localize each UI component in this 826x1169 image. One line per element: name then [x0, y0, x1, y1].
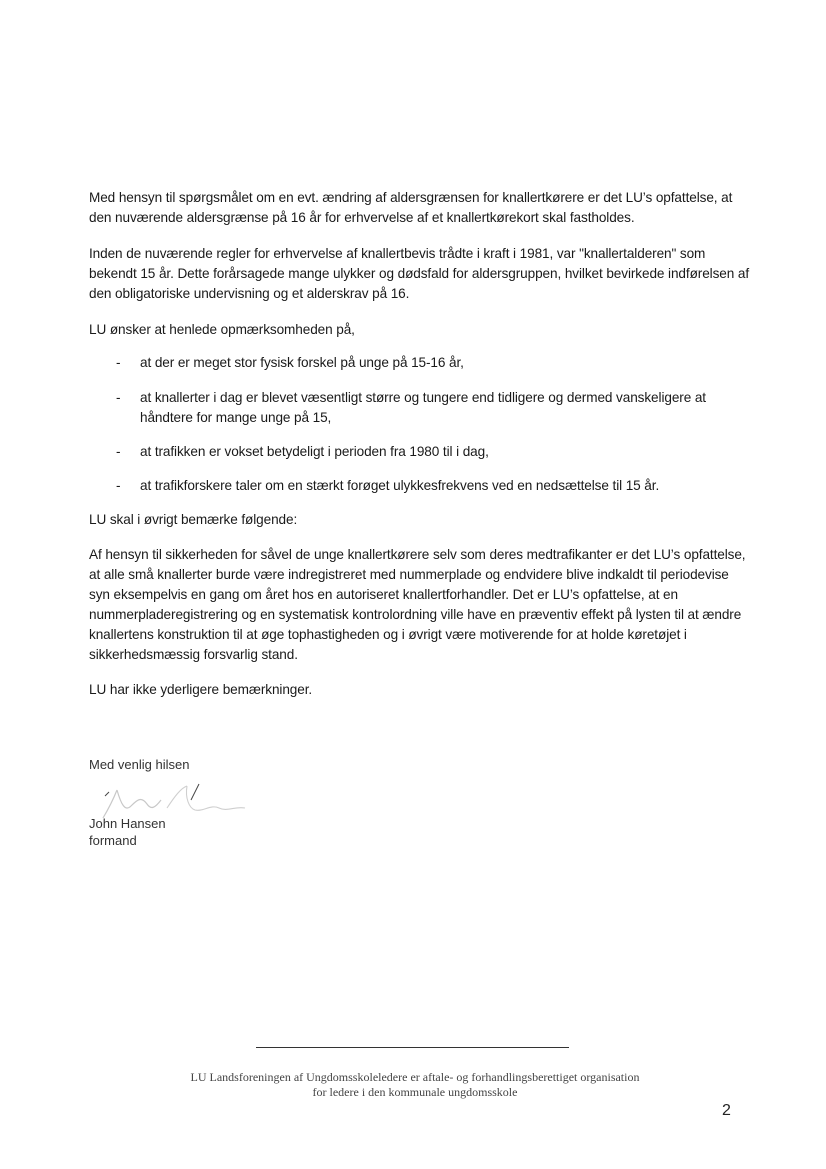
bullet-text: at trafikforskere taler om en stærkt forøget ulykkesfrekvens ved en nedsættelse til 15 år.: [140, 478, 660, 493]
paragraph-age-limit: Med hensyn til spørgsmålet om en evt. ændring af aldersgrænsen for knallertkørere er det LU’s opfattelse, at den nuværende aldersgrænse på 16 år for erhvervelse af et knallertkørekort skal fastholdes.: [89, 190, 733, 225]
paragraph-remarks-intro: LU skal i øvrigt bemærke følgende:: [89, 512, 298, 527]
footer-organisation: LU Landsforeningen af Ungdomsskoleledere er aftale- og forhandlingsberettiget organisation: [190, 1070, 640, 1084]
bullet-text: at trafikken er vokset betydeligt i perioden fra 1980 til i dag,: [140, 444, 489, 459]
signer-name: John Hansen: [89, 816, 166, 831]
bullet-marker: -: [116, 444, 121, 459]
paragraph-registration: Af hensyn til sikkerheden for såvel de unge knallertkørere selv som deres medtrafikanter er det LU’s opfattelse, at alle små knallerter burde være indregistreret med nummerplade og endvidere blive indkaldt til periodevise syn eksempelvis en gang om året hos en autoriseret knallertforhandler. Det er LU’s opfattelse, at en nummerpladeregistrering og en systematisk kontrolordning ville have en præventiv effekt på lysten til at ændre knallertens konstruktion til at øge tophastigheden og i øvrigt være motiverende for at holde køretøjet i sikkerhedsmæssig forsvarlig stand.: [89, 547, 746, 662]
page-number: 2: [722, 1102, 731, 1119]
closing-greeting: Med venlig hilsen: [89, 757, 190, 772]
paragraph-attention: LU ønsker at henlede opmærksomheden på,: [89, 322, 355, 337]
paragraph-no-further: LU har ikke yderligere bemærkninger.: [89, 682, 313, 697]
bullet-text: at knallerter i dag er blevet væsentligt større og tungere end tidligere og dermed vanskeligere at håndtere for mange unge på 15,: [140, 390, 706, 425]
footer-organisation-cont: for ledere i den kommunale ungdomsskole: [312, 1085, 518, 1099]
bullet-marker: -: [116, 355, 121, 370]
signer-title: formand: [89, 833, 137, 848]
paragraph-history: Inden de nuværende regler for erhvervelse af knallertbevis trådte i kraft i 1981, var "knallertalderen" som bekendt 15 år. Dette forårsagede mange ulykker og dødsfald for aldersgruppen, hvilket bevirkede indførelsen af den obligatoriske undervisning og et alderskrav på 16.: [89, 246, 750, 301]
bullet-marker: -: [116, 478, 121, 493]
footer-divider: [256, 1047, 569, 1048]
bullet-text: at der er meget stor fysisk forskel på unge på 15-16 år,: [140, 355, 464, 370]
bullet-marker: -: [116, 390, 121, 405]
